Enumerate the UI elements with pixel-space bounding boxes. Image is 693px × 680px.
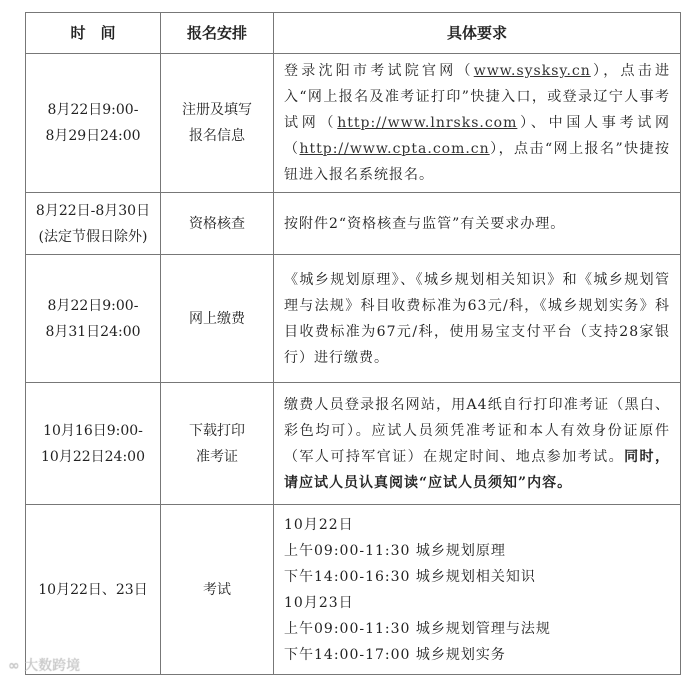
link-cpta[interactable]: http://www.cpta.com.cn (299, 141, 490, 157)
exam-line: 10月23日 (284, 594, 354, 611)
exam-line: 上午09:00-11:30 城乡规划原理 (284, 542, 506, 559)
exam-line: 10月22日 (284, 516, 354, 533)
time-line: 10月16日9:00- (43, 422, 143, 439)
time-line: 8月22日9:00- (47, 102, 139, 118)
header-row (26, 13, 681, 54)
header-time: 时 间 (26, 13, 161, 54)
header-arrangement: 报名安排 (161, 13, 274, 54)
item-line: 报名信息 (189, 128, 245, 144)
time-cell (26, 255, 161, 383)
table-row (26, 54, 681, 193)
item-line: 下载打印 (189, 422, 245, 439)
requirement-cell: 《城乡规划原理》、《城乡规划相关知识》和《城乡规划管理与法规》科目收费标准为63元/科，《城乡规划实务》科目收费标准为67元/科，使用易宝支付平台（支持28家银行）进行缴费。 (274, 255, 681, 383)
req-text: 缴费人员登录报名网站，用A4纸自行打印准考证（黑白、彩色均可）。应试人员须凭准考证和本人有效身份证原件（军人可持军官证）在规定时间、地点参加考试。 (284, 396, 670, 465)
item-cell (161, 54, 274, 193)
header-requirements: 具体要求 (274, 13, 681, 54)
table-row (26, 383, 681, 505)
req-text: ），点击进入“网上报名及准考证打印”快捷入口，或登录辽宁人事考试网（ (284, 63, 671, 131)
time-line: (法定节假日除外) (38, 228, 148, 245)
schedule-table (25, 12, 681, 675)
watermark: ∞ 大数跨境 (8, 658, 81, 674)
time-line: 10月22日24:00 (41, 448, 145, 465)
exam-line: 上午09:00-11:30 城乡规划管理与法规 (284, 620, 551, 637)
item-line: 注册及填写 (182, 102, 252, 118)
time-line: 8月31日24:00 (45, 323, 141, 340)
item-cell: 资格核查 (161, 193, 274, 255)
time-line: 8月22日-8月30日 (35, 202, 151, 219)
time-cell (26, 383, 161, 505)
req-bold-text: 同时，请应试人员认真阅读“应试人员须知”内容。 (284, 448, 671, 491)
table-row (26, 255, 681, 383)
link-sysksy[interactable]: www.sysksy.cn (473, 63, 591, 79)
requirement-cell (274, 383, 681, 505)
watermark-text: 大数跨境 (24, 658, 81, 674)
requirement-cell: 按附件2“资格核查与监管”有关要求办理。 (274, 193, 681, 255)
req-text: ）、中国人事考试网（ (284, 115, 671, 157)
item-line: 准考证 (196, 448, 238, 465)
time-cell (26, 54, 161, 193)
req-text: 登录沈阳市考试院官网（ (284, 63, 474, 79)
time-cell (26, 193, 161, 255)
requirement-cell (274, 505, 681, 675)
req-text: ），点击“网上报名”快捷按钮进入报名系统报名。 (284, 141, 670, 183)
time-line: 8月22日9:00- (47, 297, 139, 314)
table-row (26, 193, 681, 255)
time-line: 8月29日24:00 (45, 128, 141, 144)
exam-line: 下午14:00-17:00 城乡规划实务 (284, 646, 506, 663)
item-cell: 网上缴费 (161, 255, 274, 383)
table-row (26, 505, 681, 675)
link-lnrsks[interactable]: http://www.lnrsks.com (337, 115, 518, 131)
item-cell: 考试 (161, 505, 274, 675)
item-cell (161, 383, 274, 505)
requirement-cell (274, 54, 681, 193)
exam-line: 下午14:00-16:30 城乡规划相关知识 (284, 568, 536, 585)
time-cell: 10月22日、23日 (26, 505, 161, 675)
